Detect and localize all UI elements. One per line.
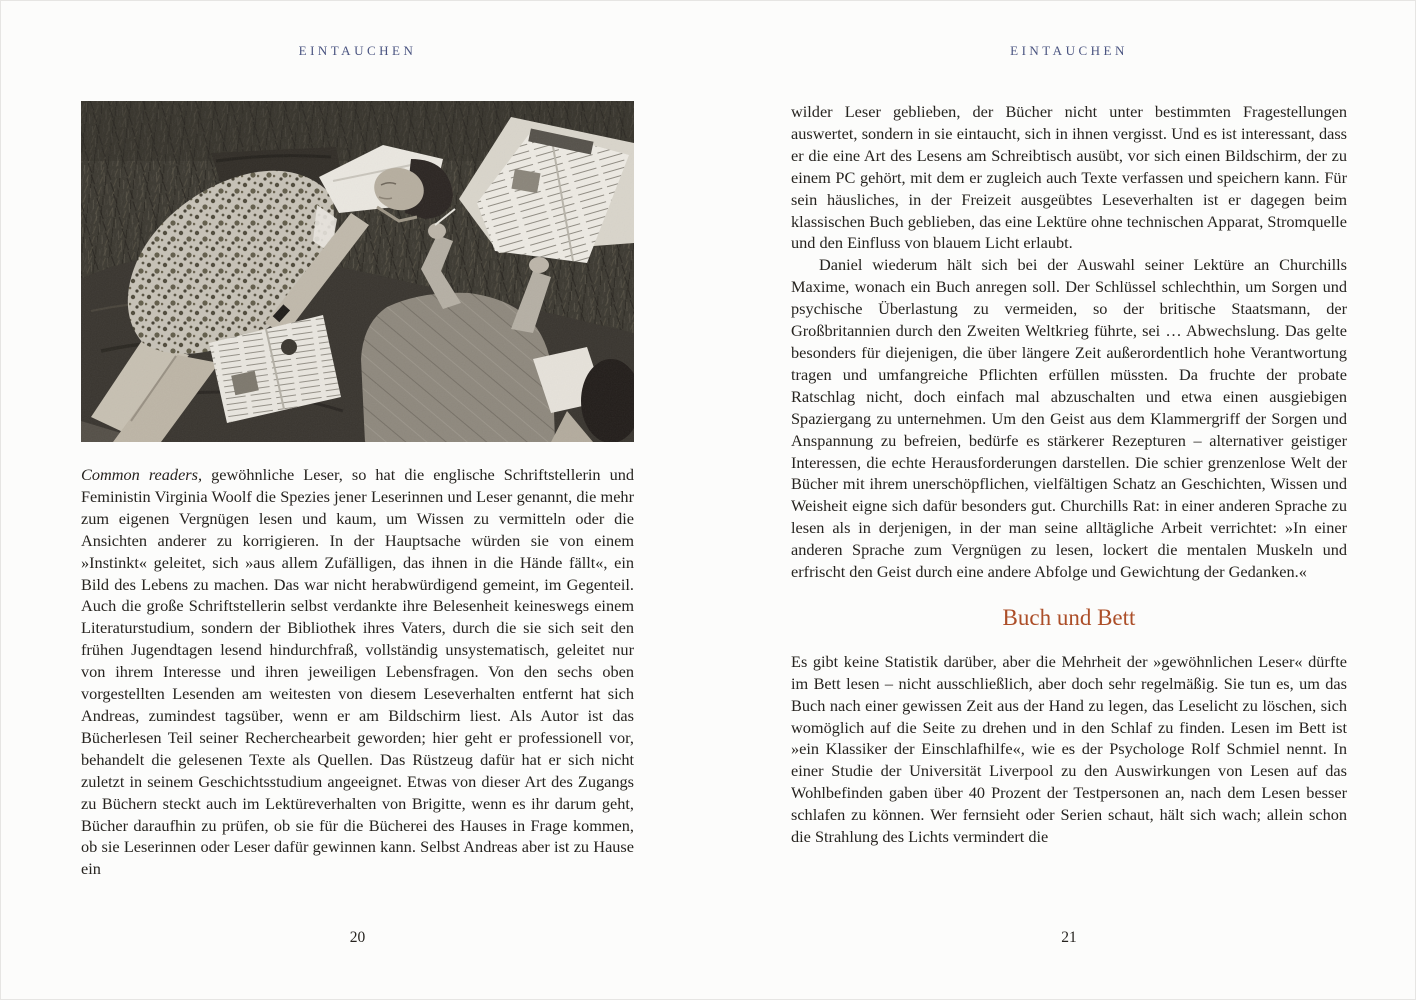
- running-header-left: EINTAUCHEN: [298, 43, 417, 58]
- body-paragraph: Daniel wiederum hält sich bei der Auswahl seiner Lektüre an Churchills Maxime, wonach ein Buch anregen soll. Der Schlüssel schlechthin, um Sorgen und psychische Überlastung zu vermeiden, so der britische Staatsmann, der Großbritannien durch den Zweiten Weltkrieg führte, sei … Abwechslung. Das gelte besonders für diejenigen, die über längere Zeit außerordentlich hohe Verantwortung tragen und umfangreiche Pflichten erfüllen müssten. Da fruchte der probate Ratschlag nicht, doch einfach mal abzuschalten und etwa einen ausgiebigen Spaziergang zu unternehmen. Um den Geist aus dem Klammergriff der Sorgen und Anspannung zu befreien, bedürfe es stärkerer Rezepturen – alternativer geistiger Interessen, die echte Herausforderungen darstellen. Die schier grenzenlose Welt der Bücher mit ihrem unerschöpflichen, vielfältigen Schatz an Geschichten, Wissen und Weisheit eigne sich dafür besonders gut. Churchills Rat: in einer anderen Sprache zu lesen als in derjenigen, in der man seine alltägliche Arbeit verrichtet: »In einer anderen Sprache zum Vergnügen zu lesen, lockert die mentalen Muskeln und erfrischt den Geist durch eine andere Abfolge und Gewichtung der Gedanken.«: [791, 255, 1347, 582]
- outdoor-reading-photo: [81, 101, 634, 442]
- folio-right: 21: [1061, 929, 1077, 946]
- section-heading: Buch und Bett: [1002, 604, 1136, 630]
- body-paragraph: [81, 464, 634, 880]
- running-header-right: EINTAUCHEN: [1010, 43, 1128, 58]
- photo-grain: [81, 101, 634, 442]
- body-paragraph: Es gibt keine Statistik darüber, aber die Mehrheit der »gewöhnlichen Leser« dürfte im Bett lesen – nicht ausschließlich, aber doch sehr regelmäßig. Sie tun es, um das Buch nach einer gewissen Zeit aus der Hand zu legen, das Leselicht zu löschen, sich womöglich auf die Seite zu drehen und in den Schlaf zu finden. Lesen im Bett ist »ein Klassiker der Einschlafhilfe«, wie es der Psychologe Rolf Schmiel nennt. In einer Studie der Universität Liverpool zu den Auswirkungen von Lesen auf das Wohlbefinden gaben über 40 Prozent der Testpersonen an, nach dem Lesen besser schlafen zu können. Wer fernsieht oder Serien schaut, hält sich wach; allein schon die Strahlung des Lichts vermindert die: [791, 651, 1347, 847]
- body-paragraph: wilder Leser geblieben, der Bücher nicht unter bestimmten Fragestellungen auswertet, sondern in sie eintaucht, sich in ihnen vergisst. Und es ist interessant, dass er die eine Art des Lesens am Schreibtisch ausübt, vor sich einen Bildschirm, der zu einem PC gehört, mit dem er zugleich auch Texte verfassen und speichern kann. Für sein häusliches, in der Freizeit ausgeübtes Leseverhalten ist er dagegen beim klassischen Buch geblieben, das eine Lektüre ohne technischen Apparat, Stromquelle und den Einfluss von blauem Licht erlaubt.: [791, 102, 1347, 253]
- right-body-text: [791, 101, 1347, 848]
- paragraph-text: gewöhnliche Leser, so hat die englische Schriftstellerin und Feministin Virginia Woolf die Spezies jener Leserinnen und Leser genannt, die mehr zum eigenen Vergnügen lesen und kaum, um Wissen zu vermitteln oder die Ansichten anderer zu korrigieren. In der Hauptsache würden sie von einem »Instinkt« geleitet, sich »aus allem Zufälligen, das ihnen in die Hände fällt«, ein Bild des Lebens zu machen. Das war nicht herabwürdigend gemeint, im Gegenteil. Auch die große Schriftstellerin selbst verdankte ihre Belesenheit keineswegs einem Literaturstudium, sondern der Bibliothek ihres Vaters, durch die sie sich seit den frühen Jugendtagen lesend hindurchfraß, vollständig unsystematisch, geleitet nur von ihrem Interesse und ihren jeweiligen Lebensfragen. Von den sechs oben vorgestellten Lesenden am weitesten von diesem Leseverhalten entfernt hat sich Andreas, zumindest tagsüber, wenn er am Bildschirm liest. Als Autor ist das Bücherlesen Teil seiner Recherchearbeit geworden; hier geht er professionell vor, behandelt die gelesenen Texte als Quellen. Das Rüstzeug dafür hat er sich nicht zuletzt in seinem Geschichtsstudium angeeignet. Etwas von dieser Art des Zugangs zu Büchern steckt auch im Lektüreverhalten von Brigitte, wenn es ihr darum geht, Bücher daraufhin zu prüfen, ob sie für die Bücherei des Hauses in Frage kommen, ob sie Leserinnen oder Leser dafür gewinnen kann. Selbst Andreas aber ist zu Hause ein: [81, 465, 634, 879]
- left-body-text: [81, 464, 634, 880]
- folio-left: 20: [349, 929, 366, 946]
- page-right: [791, 1, 1347, 1000]
- page-left: [81, 1, 634, 1000]
- photo-illustration: [81, 101, 634, 442]
- lead-italic: Common readers,: [81, 465, 203, 484]
